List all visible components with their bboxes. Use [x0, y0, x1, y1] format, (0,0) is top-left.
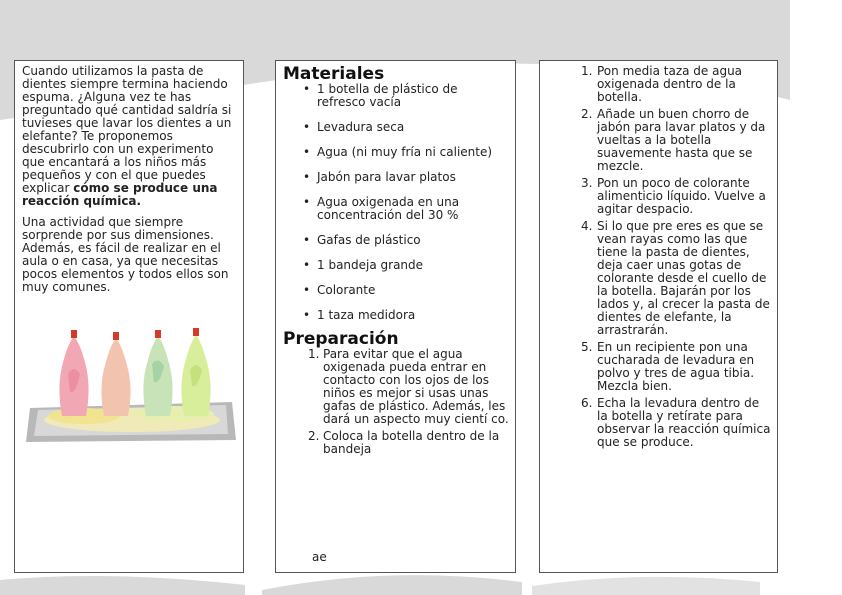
preparation-list — [283, 348, 509, 456]
materials-title: Materiales — [283, 64, 385, 84]
list-item: • Agua (ni muy fría ni caliente) — [317, 146, 509, 159]
list-item: 1. Pon media taza de agua oxigenada dentro de la botella. — [581, 64, 743, 104]
list-item: 1. Para evitar que el agua oxigenada pueda entrar en contacto con los ojos de los niños es mejor si usas unas gafas de plástico. Además, les dará un aspecto muy cientí co. — [308, 347, 509, 426]
list-item: 3. Pon un poco de colorante alimenticio líquido. Vuelve a agitar despacio. — [581, 176, 766, 216]
intro-paragraph: Cuando utilizamos la pasta de dientes siempre termina haciendo espuma. ¿Alguna vez te has preguntado qué cantidad saldría si tuvieses que lavar los dientes a un elefante? Te proponemos descubrirlo con un experimento que encantará a los niños más pequeños y con el que puedes explicar cómo se produce una reacción química. — [22, 64, 232, 208]
experiment-photo — [24, 304, 238, 442]
list-item: • Levadura seca — [317, 121, 509, 134]
list-item: • Agua oxigenada en una concentración del 30 % — [317, 196, 509, 222]
list-item: 4. Si lo que pre eres es que se vean rayas como las que tiene la pasta de dientes, deja caer unas gotas de colorante desde el cuello de la botella. Bajarán por los lados y, al crecer la pasta de dientes de elefante, la arrastrarán. — [581, 219, 770, 337]
list-item: • 1 taza medidora — [317, 309, 509, 322]
steps-list — [546, 65, 771, 449]
materials-panel — [275, 60, 516, 573]
list-item: • Colorante — [317, 284, 509, 297]
list-item: 6. Echa la levadura dentro de la botella y retírate para observar la reacción química que se produce. — [581, 396, 771, 449]
list-item: • Jabón para lavar platos — [317, 171, 509, 184]
footer-note: ae — [312, 550, 327, 564]
intro-highlight: cómo se produce una reacción química. — [22, 181, 218, 208]
preparation-title: Preparación — [283, 329, 399, 349]
list-item: • 1 botella de plástico de refresco vacía — [317, 83, 509, 109]
list-item: 2. Coloca la botella dentro de la bandeja — [308, 429, 500, 456]
list-item: 5. En un recipiente pon una cucharada de levadura en polvo y tres de agua tibia. Mezcla bien. — [581, 340, 755, 393]
list-item: • Gafas de plástico — [317, 234, 509, 247]
intro-panel — [14, 60, 244, 573]
materials-list — [283, 83, 509, 322]
description-paragraph: Una actividad que siempre sorprende por sus dimensiones. Además, es fácil de realizar en el aula o en casa, ya que necesitas pocos elementos y todos ellos son muy comunes. — [22, 215, 229, 294]
list-item: • 1 bandeja grande — [317, 259, 509, 272]
list-item: 2. Añade un buen chorro de jabón para lavar platos y da vueltas a la botella suavemente hasta que se mezcle. — [581, 107, 766, 173]
steps-panel — [539, 60, 778, 573]
